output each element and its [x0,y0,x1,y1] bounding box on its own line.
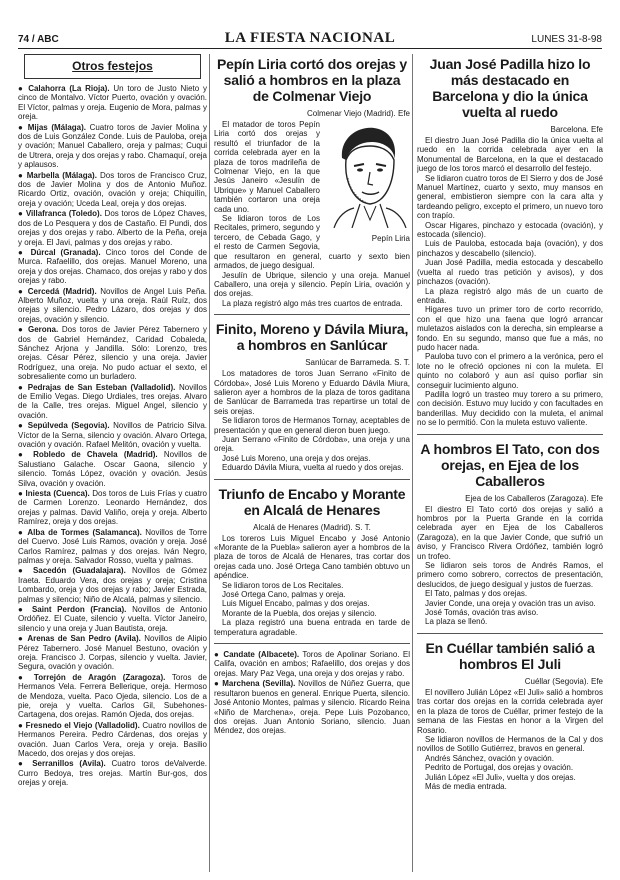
festejo-entry [18,634,207,672]
festejo-place: Villafranca (Toledo). [25,209,102,219]
festejo-entry [18,528,207,566]
festejos-list [18,84,207,788]
festejo-result: Novillos de Emilio Vegas. Diego Urdiales, tres orejas. Alvaro de la Calle, tres orejas. Miguel Angel, silencio y ovación. [18,382,207,420]
festejo-entry [18,248,207,286]
bullet-icon: ● [18,170,27,180]
bullet-icon: ● [18,325,28,335]
festejo-place: Dúrcal (Granada). [30,247,101,257]
article-paragraph: El novillero Julián López «El Juli» salió a hombros tras cortar dos orejas en la corrida celebrada ayer en la plaza de toros de Cuéllar, primer festejo de la semana de las Fiestas en honor a la Virgen del Rosario. [417,687,603,735]
festejo-place: Sepúlveda (Segovia). [27,421,110,431]
bullet-icon: ● [18,527,28,537]
article-paragraph: Más de media entrada. [425,781,507,791]
festejo-entry [214,679,410,735]
festejo-place: Saint Perdon (Francia). [31,604,127,614]
headline-el-juli: En Cuéllar también salió a hombros El Juli [425,639,595,672]
festejo-result: Cinco toros del Conde de Murca. Rafaelillo, dos orejas. Manuel Moreno, una oreja y dos orejas. Chamaco, dos orejas y rabo y dos orejas y rabo. [18,247,207,286]
bullet-icon: ● [18,566,33,576]
festejo-result: Novillos de Salustiano Galache. Oscar Gaona, silencio y silencio. Tomás López, ovación y ovación. Jesús Silva, ovación y ovación. [18,450,207,488]
section-rule [417,633,603,634]
article-paragraph: Se lidiaron seis toros de Andrés Ramos, el primero como sobrero, correctos de presentación, deslucidos, de juego desigual y justos de fuerzas. [417,561,603,589]
article-paragraph: Andrés Sánchez, ovación y ovación. [425,753,554,763]
festejo-entry [18,673,207,720]
festejo-place: Cercedá (Madrid). [27,286,97,296]
festejo-place: Marbella (Málaga). [26,170,97,180]
section-rule [214,314,410,315]
festejo-place: Arenas de San Pedro (Avila). [27,634,141,644]
article-paragraph: Higares tuvo un primer toro de corto recorrido, con el que hizo una faena que logró arrancar muletazos aislados con la derecha, sin emplearse a fondo. En su segundo, manso que fue a más, no pudo hacer nada. [417,305,603,352]
bullet-icon: ● [18,84,29,93]
article-body-padilla [417,136,603,428]
article-paragraph: Se lidiaron toros de Hermanos Tornay, aceptables de presentación y que en general dieron buen juego. [214,416,410,435]
festejo-entry [18,489,207,527]
headline-pepin-liria: Pepín Liria cortó dos orejas y salió a hombros en la plaza de Colmenar Viejo [216,56,408,104]
page-header [18,30,602,49]
article-paragraph: Los matadores de toros Juan Serrano «Finito de Córdoba», José Luis Moreno y Eduardo Dávila Miura, salieron ayer a hombros de la plaza de toros gaditana de Sanlúcar de Barrameda tras repartirse un total de seis orejas. [214,369,410,416]
bullet-icon: ● [18,489,26,499]
article-paragraph: Se lidiaron cuatro toros de El Sierro y dos de José Manuel Martínez, cuarto y sexto, muy mansos en general, embistieron siempre con la cara alta y tardeando peligro, excepto el primero, un nuevo toro con trapío. [417,173,603,221]
festejo-entry [18,325,207,381]
festejo-entry [18,209,207,247]
festejo-result: Toros de Apolinar Soriano. El Califa, ovación en ambos; Rafaelillo, dos orejas y dos orejas. Mary Paz Vega, una oreja y dos orejas y rabo. [214,650,410,678]
article-paragraph: José Luis Moreno, una oreja y dos orejas. [222,453,371,463]
bullet-icon: ● [214,679,223,689]
article-paragraph: La plaza registró algo más de un cuarto de entrada. [417,286,603,305]
page-number: 74 / ABC [18,34,59,45]
article-paragraph: José Tomás, ovación tras aviso. [425,608,539,618]
column-otros-festejos [18,54,207,872]
festejo-entry [18,421,207,449]
portrait-caption: Pepín Liria [371,234,410,243]
dateline: Colmenar Viejo (Madrid). Efe [306,109,410,118]
headline-alcala: Triunfo de Encabo y Morante en Alcalá de Henares [218,485,406,518]
bullet-icon: ● [18,634,28,644]
column-center [214,54,410,872]
bullet-icon: ● [18,286,28,296]
festejo-place: Candate (Albacete). [223,650,300,660]
festejo-result: Dos toros de Francisco Cruz, dos de Javier Molina y dos de Antonio Muñoz. Ricardo Ortiz, ovación, ovación y oreja; Chiquilín, oreja y ovación; Uceda Leal, oreja y dos orejas. [18,170,207,208]
article-body-alcala [214,534,410,637]
festejo-place: Calahorra (La Rioja). [28,84,110,93]
festejo-entry [18,566,207,604]
article-paragraph: José Ortega Cano, palmas y oreja. [222,590,346,600]
festejo-place: Fresnedo el Viejo (Valladolid). [25,720,140,730]
festejo-entry [18,759,207,787]
issue-date: LUNES 31-8-98 [531,34,602,45]
section-rule [214,643,410,644]
article-body-el-tato [417,505,603,627]
bullet-icon: ● [18,421,28,431]
festejo-place: Robledo de Chavela (Madrid). [33,450,158,460]
dateline: Alcalá de Henares (Madrid). S. T. [253,522,371,532]
article-paragraph: El matador de toros Pepín Liria cortó dos orejas y resultó el triunfador de la corrida celebrada ayer en la plaza de toros madrileña de Colmenar Viejo, en la que Jesús Janeiro «Jesulín de Ubrique» y Manuel Caballero también cortaron una oreja cada uno. [214,120,320,214]
column-right [417,54,603,872]
bullet-icon: ● [18,209,26,219]
festejo-result: Novillos de Alipio Pérez Tabernero. José Manuel Bestuno, ovación y oreja. Francisco J. Corpas, silencio y vuelta. Javier, Segura, ovación y ovación. [18,634,207,672]
portrait-figure [324,120,410,243]
festejo-result: Toros de Hermanos Vela. Ferrera Bellerique, oreja. Hermoso de Mendoza, vuelta. Paco Ojeda, silencio. Los de a pie, oreja y vuelta. Carlos Gil, Subehones-Cartagena, dos orejas. Ramón Ojeda, dos orejas. [18,672,207,720]
dateline: Ejea de los Caballeros (Zaragoza). Efe [465,493,603,503]
festejo-place: Torrejón de Aragón (Zaragoza). [33,672,166,682]
article-paragraph: Se lidiaron novillos de Hermanos de la Cal y dos novillos de Sotillo Gutiérrez, bravos en general. [417,734,603,754]
article-paragraph: Julián López «El Juli», vuelta y dos orejas. [425,772,576,782]
festejo-place: Serranillos (Avila). [32,759,106,769]
festejo-entry [18,721,207,759]
article-paragraph: Luis Miguel Encabo, palmas y dos orejas. [222,599,370,609]
festejo-entry [18,171,207,209]
dateline: Sanlúcar de Barrameda. S. T. [305,358,410,368]
bullet-icon: ● [18,450,34,460]
bullet-icon: ● [214,650,224,660]
article-paragraph: Se lidiaron toros de Los Recitales. [222,580,344,590]
article-paragraph: Se lidiaron toros de Los Recitales, primero, segundo y tercero, de Cebada Gago, y el resto de Carmen Segovia, que resultaron en general, cuarto y sexto bien armados, de juego desigual. [214,214,410,271]
festejo-result: Novillos de Patricio Silva. Víctor de la Serna, silencio y ovación. Alvaro Ortega, ovación y ovación. Rafael Melitón, ovación y vuelta. [18,421,207,450]
festejo-result: Novillos de Núñez Guerra, que resultaron buenos en general. Enrique Puerta, silencio. José Antonio Montes, palmas y silencio. Ricardo Reina «Niño de Marchena», oreja. Pepe Luis Pozobanco, dos orejas. Juan Antonio Soriano, silencio. Juan Méndez, dos orejas. [214,679,410,736]
festejo-place: Mijas (Málaga). [27,122,86,132]
article-paragraph: La plaza se llenó. [425,617,488,627]
festejo-result: Dos toros de Luis Frías y cuatro de Carmen Lorenzo. Leonardo Hernández, dos orejas y palmas. David Valiño, oreja y oreja. Alberto Ramírez, oreja y dos orejas. [18,489,207,527]
article-paragraph: Morante de la Puebla, dos orejas y silencio. [222,608,377,618]
article-paragraph: Eduardo Dávila Miura, vuelta al ruedo y dos orejas. [222,463,404,473]
festejo-result: Dos toros de López Chaves, dos de Lo Pesquera y dos de Castaño. El Pundi, dos orejas y dos orejas y rabo. Alberto de la Peña, oreja y oreja. El Javi, palmas y dos orejas y rabo. [18,209,207,247]
festejo-result: Novillos de Torre del Cuervo. José Luis Ramos, ovación y oreja. José Carlos Ramírez, palmas y dos orejas. Iván Negro, palmas y oreja. Salvador Rosso, vuelta y palmas. [18,527,207,565]
otros-festejos-title: Otros festejos [24,54,201,79]
festejo-result: Cuatro novillos de Hermanos Pereira. Pedro Cárdenas, dos orejas y ovación. Juan Carlos Vera, oreja y oreja. Basilio Macedo, dos orejas y dos orejas. [18,720,207,759]
column-divider [412,54,413,872]
brief-entries [214,650,410,736]
headline-padilla: Juan José Padilla hizo lo más destacado en Barcelona y dio la única vuelta al ruedo [429,56,591,120]
festejo-entry [18,287,207,325]
festejo-entry [18,123,207,170]
article-paragraph: El Tato, palmas y dos orejas. [425,589,528,599]
bullet-icon: ● [18,759,33,769]
bullet-icon: ● [18,247,31,257]
section-title: LA FIESTA NACIONAL [224,30,396,46]
article-paragraph: Oscar Higares, pinchazo y estocada (ovación), y estocada (silencio). [417,220,603,240]
section-rule [214,479,410,480]
headline-el-tato: A hombros El Tato, con dos orejas, en Ejea de los Caballeros [420,440,600,489]
festejo-result: Novillos de Angel Luis Peña. Alberto Muñoz, vuelta y una oreja. Raúl Ruíz, dos orejas y silencio. Pedro Lázaro, dos orejas y dos orejas, ovación y silencio. [18,286,207,324]
festejo-entry [18,383,207,421]
bullet-icon: ● [18,672,34,682]
festejo-place: Pedrajas de San Esteban (Valladolid). [27,382,176,392]
festejo-place: Alba de Tormes (Salamanca). [27,527,142,537]
bullet-icon: ● [18,122,28,132]
bullet-icon: ● [18,382,28,392]
bullet-icon: ● [18,604,32,614]
article-paragraph: Juan Serrano «Finito de Córdoba», una oreja y una oreja. [214,434,410,454]
article-paragraph: Javier Conde, una oreja y ovación tras un aviso. [425,598,596,608]
article-paragraph: Los toreros Luis Miguel Encabo y José Antonio «Morante de la Puebla» salieron ayer a hombros de la plaza de toros de Alcalá de Henares, tras cortar dos orejas cada uno. José Ortega Cano también obtuvo un apéndice. [214,533,410,581]
article-paragraph: Padilla logró un trasteo muy torero a su primero, con decisión. Estuvo muy lucido y con facultades en banderillas. Muy decidido con la muleta, el animal no se lo permitió. Con la muleta estuvo valiente. [417,389,603,428]
festejo-entry [18,605,207,633]
article-paragraph: Pauloba tuvo con el primero a la verónica, pero el lote no le ofreció opciones ni con la muleta. El quinto no colaboró y aun así quiso porfiar sin conseguir lucimiento alguno. [417,352,603,390]
festejo-entry [18,450,207,488]
article-paragraph: Pedrito de Portugal, dos orejas y ovación. [425,763,574,773]
festejo-result: Novillos de Antonio Ordóñez. El Cuate, silencio y vuelta. Víctor Janeiro, silencio y una oreja y Juan Bautista, oreja. [18,604,207,633]
festejo-place: Marchena (Sevilla). [222,679,296,689]
festejo-place: Sacedón (Guadalajara). [32,566,126,576]
festejo-place: Gerona. [27,325,59,335]
article-paragraph: Juan José Padilla, media estocada y descabello (vuelta al ruedo tras petición y avisos), y dos pinchazos (ovación). [417,258,603,287]
article-paragraph: El diestro Juan José Padilla dio la única vuelta al ruedo en la corrida celebrada ayer en la Monumental de Barcelona, en la que el destacado juego de los toros marcó el desarrollo del festejo. [417,136,603,174]
article-paragraph: La plaza registró una buena entrada en tarde de temperatura agradable. [214,618,410,637]
festejo-result: Cuatro toros de Javier Molina y dos de Luis González Conde. Luis de Pauloba, oreja y ovación; Manuel Caballero, oreja y palmas; Cuqui de Utrera, oreja y dos orejas y rabo. Chamaquí, oreja y aplausos. [18,122,207,170]
article-body-el-juli [417,688,603,791]
article-body-sanlucar [214,369,410,472]
column-divider [209,54,210,872]
festejo-result: Novillos de Gómez Iraeta. Eduardo Vera, dos orejas y oreja; Cristina Lombardo, oreja y dos orejas y rabo; Javier Estrada, palmas y silencio; Niño de Alcalá, palmas y silencio. [18,566,207,604]
article-paragraph: Jesulín de Ubrique, silencio y una oreja. Manuel Caballero, una oreja y silencio. Pepín Liria, ovación y dos orejas. [214,270,410,299]
festejo-result: Cuatro toros deValverde. Curro Bedoya, tres orejas. Martín Bur-gos, dos orejas y oreja. [18,759,207,788]
article-paragraph: La plaza registró algo más tres cuartos de entrada. [222,298,403,308]
festejo-result: Un toro de Justo Nieto y cinco de Montalvo. Víctor Puerto, ovación y ovación. El Víctor, palmas y oreja. Eugenio de Mora, palmas y oreja. [18,84,207,122]
portrait-illustration [324,120,410,228]
festejo-entry [18,84,207,122]
dateline: Barcelona. Efe [550,125,603,134]
headline-sanlucar: Finito, Moreno y Dávila Miura, a hombros en Sanlúcar [215,321,409,354]
article-paragraph: El diestro El Tato cortó dos orejas y salió a hombros por la Puerta Grande en la corrida celebrada ayer en Ejea de los Caballeros (Zaragoza), en la que Javier Conde, que sufrió un aviso, y Francisco Rivera Ordóñez, también logró un trofeo. [417,504,603,561]
festejo-entry [214,650,410,678]
bullet-icon: ● [18,720,26,730]
dateline: Cuéllar (Segovia). Efe [524,676,603,686]
festejo-result: Dos toros de Javier Pérez Tabernero y dos de Gabriel Hernández, Caridad Cobaleda, Sánchez Arjona y Jandilla. Sólo: Lorenzo, tres orejas. César Pérez, silencio y una oreja. Javier Rodríguez, una oreja. No pudo actuar el sexto, el sobresaliente como un burladero. [18,325,207,382]
festejo-place: Iniesta (Cuenca). [25,489,90,499]
article-paragraph: Luis de Pauloba, estocada baja (ovación), y dos pinchazos y descabello (silencio). [417,239,603,258]
section-rule [417,434,603,435]
